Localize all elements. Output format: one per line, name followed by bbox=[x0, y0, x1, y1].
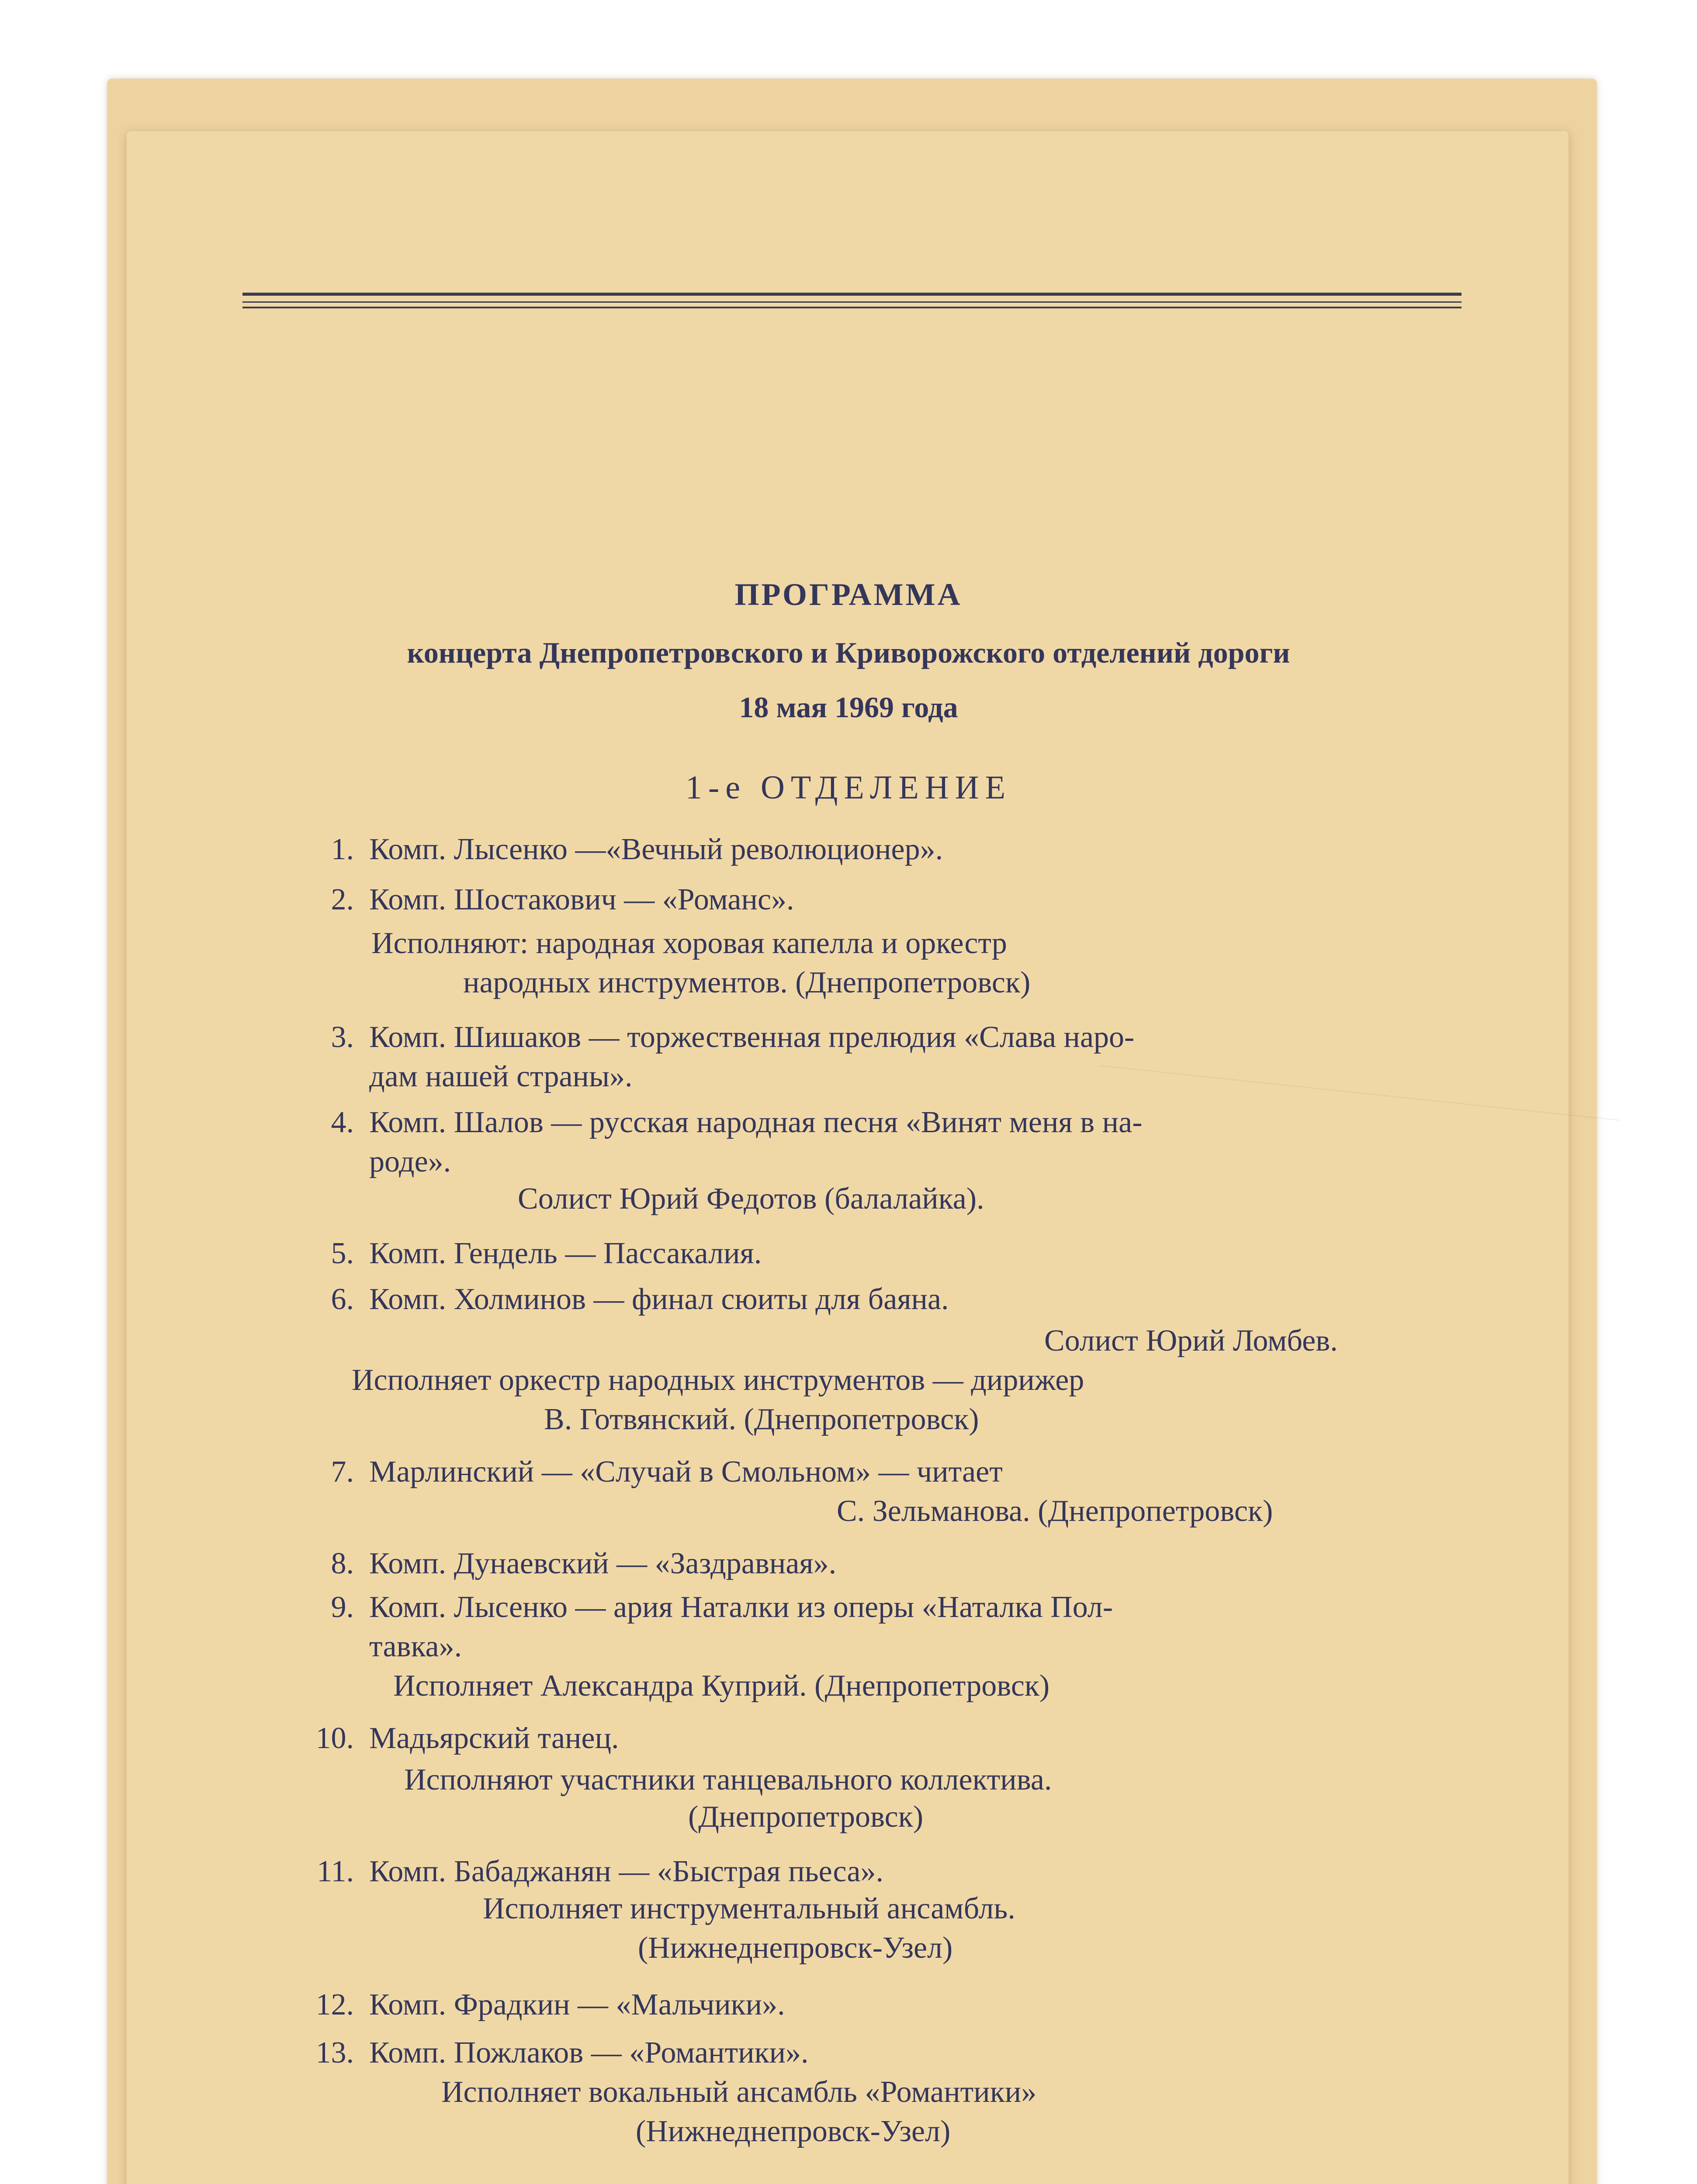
program-date: 18 мая 1969 года bbox=[739, 691, 958, 724]
item-line: Солист Юрий Ломбев. bbox=[1044, 1324, 1338, 1358]
item-number: 4. bbox=[331, 1106, 354, 1139]
item-line: Комп. Шостакович — «Романс». bbox=[369, 883, 794, 916]
item-number: 5. bbox=[331, 1237, 354, 1270]
top-rule bbox=[242, 293, 1461, 296]
item-line: дам нашей страны». bbox=[369, 1060, 633, 1093]
item-line: Исполняют участники танцевального коллектива. bbox=[404, 1763, 1052, 1797]
item-line: В. Готвянский. (Днепропетровск) bbox=[544, 1403, 979, 1436]
item-number: 2. bbox=[331, 883, 354, 916]
item-line: Исполняют: народная хоровая капелла и оркестр bbox=[371, 926, 1007, 960]
item-line: Исполняет оркестр народных инструментов — дирижер bbox=[352, 1363, 1084, 1397]
item-number: 9. bbox=[331, 1590, 354, 1624]
item-line: (Нижнеднепровск-Узел) bbox=[636, 2115, 951, 2148]
item-line: (Днепропетровск) bbox=[688, 1800, 924, 1834]
program-subtitle: концерта Днепропетровского и Криворожского отделений дороги bbox=[407, 636, 1290, 669]
item-line: С. Зельманова. (Днепропетровск) bbox=[837, 1494, 1273, 1528]
item-line: Исполняет вокальный ансамбль «Романтики» bbox=[441, 2075, 1037, 2109]
item-number: 3. bbox=[331, 1020, 354, 1054]
item-number: 1. bbox=[331, 833, 354, 866]
top-rule-thin bbox=[242, 301, 1461, 303]
item-line: Комп. Холминов — финал сюиты для баяна. bbox=[369, 1282, 949, 1316]
item-line: Марлинский — «Случай в Смольном» — читает bbox=[369, 1455, 1003, 1489]
item-line: Комп. Гендель — Пассакалия. bbox=[369, 1237, 762, 1270]
item-line: Солист Юрий Федотов (балалайка). bbox=[518, 1182, 984, 1216]
item-line: (Нижнеднепровск-Узел) bbox=[638, 1931, 953, 1965]
item-line: роде». bbox=[369, 1145, 451, 1178]
item-number: 12. bbox=[315, 1988, 354, 2022]
item-number: 11. bbox=[317, 1855, 354, 1888]
section-heading: 1-е ОТДЕЛЕНИЕ bbox=[686, 769, 1011, 806]
item-number: 13. bbox=[315, 2036, 354, 2070]
item-number: 6. bbox=[331, 1282, 354, 1316]
item-line: Комп. Шалов — русская народная песня «Винят меня в на- bbox=[369, 1106, 1143, 1139]
top-rule-lower bbox=[242, 307, 1461, 308]
item-line: Комп. Лысенко — ария Наталки из оперы «Наталка Пол- bbox=[369, 1590, 1113, 1624]
item-line: Комп. Фрадкин — «Мальчики». bbox=[369, 1988, 785, 2022]
item-line: Мадьярский танец. bbox=[369, 1721, 619, 1755]
item-line: Комп. Дунаевский — «Заздравная». bbox=[369, 1547, 837, 1580]
item-line: Комп. Шишаков — торжественная прелюдия «Слава наро- bbox=[369, 1020, 1135, 1054]
item-line: народных инструментов. (Днепропетровск) bbox=[463, 966, 1031, 999]
item-number: 7. bbox=[331, 1455, 354, 1489]
item-number: 8. bbox=[331, 1547, 354, 1580]
item-number: 10. bbox=[315, 1721, 354, 1755]
item-line: Комп. Пожлаков — «Романтики». bbox=[369, 2036, 809, 2070]
program-title: ПРОГРАММА bbox=[734, 577, 963, 612]
item-line: Комп. Бабаджанян — «Быстрая пьеса». bbox=[369, 1855, 883, 1888]
item-line: Исполняет Александра Куприй. (Днепропетровск) bbox=[393, 1669, 1050, 1703]
item-line: тавка». bbox=[369, 1630, 462, 1663]
item-line: Исполняет инструментальный ансамбль. bbox=[483, 1892, 1015, 1925]
item-line: Комп. Лысенко —«Вечный революционер». bbox=[369, 833, 943, 866]
